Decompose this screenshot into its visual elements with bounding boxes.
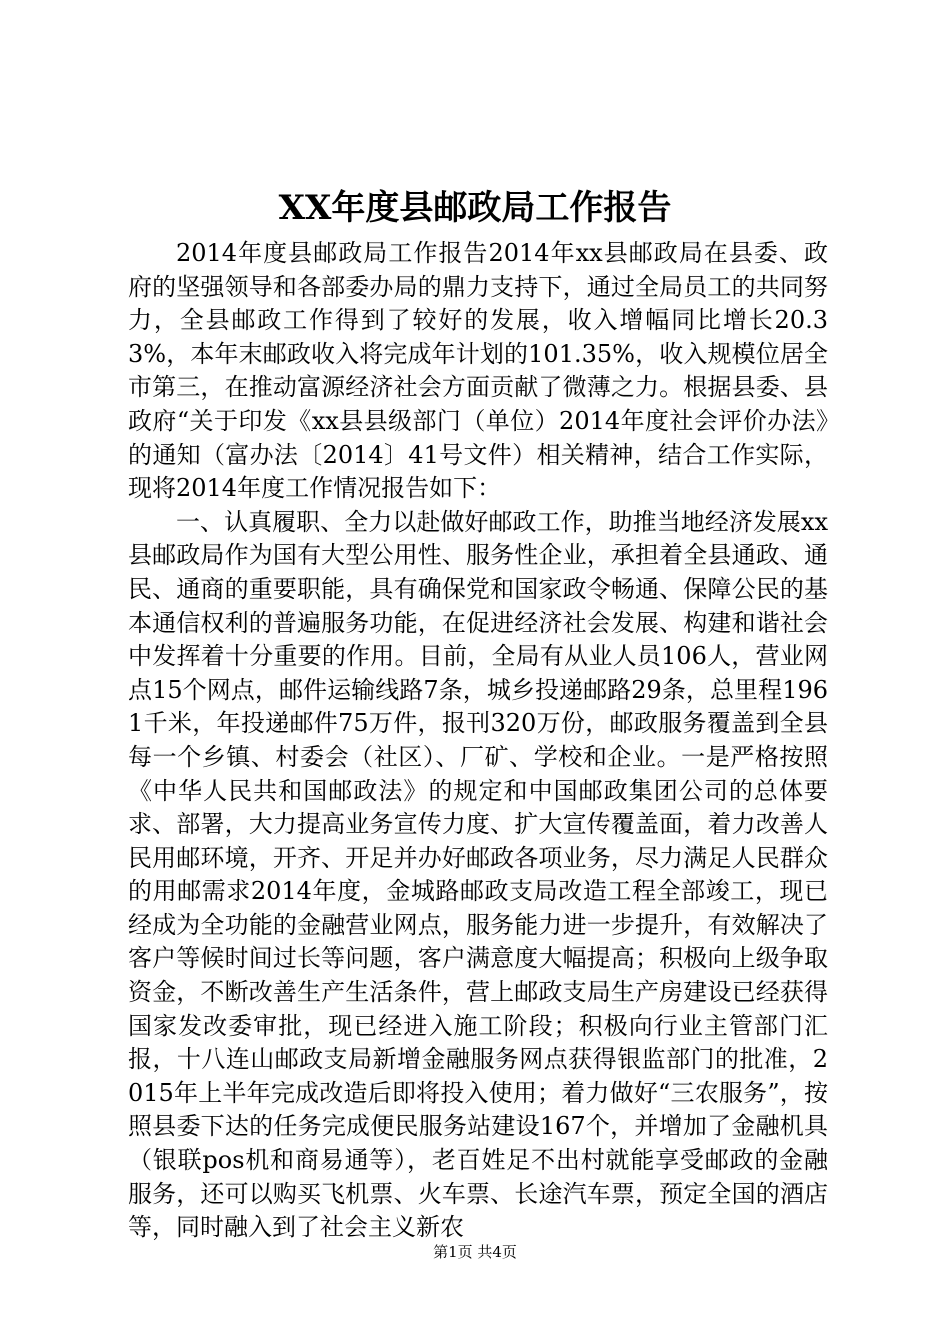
document-title: XX年度县邮政局工作报告 <box>278 188 672 228</box>
paragraph-intro: 2014年度县邮政局工作报告2014年xx县邮政局在县委、政府的坚强领导和各部委办局的鼎力支持下，通过全局员工的共同努力，全县邮政工作得到了较好的发展，收入增幅同比增长20.33%，本年末邮政收入将完成年计划的101.35%，收入规模位居全市第三，在推动富源经济社会方面贡献了微薄之力。根据县委、县政府“关于印发《xx县县级部门（单位）2014年度社会评价办法》的通知（富办法〔2014〕41号文件）相关精神，结合工作实际，现将2014年度工作情况报告如下： <box>128 239 828 503</box>
paragraph-section-one: 一、认真履职、全力以赴做好邮政工作，助推当地经济发展xx县邮政局作为国有大型公用性、服务性企业，承担着全县通政、通民、通商的重要职能，具有确保党和国家政令畅通、保障公民的基本通信权利的普遍服务功能，在促进经济社会发展、构建和谐社会中发挥着十分重要的作用。目前，全局有从业人员106人，营业网点15个网点，邮件运输线路7条，城乡投递邮路29条，总里程1961千米，年投递邮件75万件，报刊320万份，邮政服务覆盖到全县每一个乡镇、村委会（社区）、厂矿、学校和企业。一是严格按照《中华人民共和国邮政法》的规定和中国邮政集团公司的总体要求、部署，大力提高业务宣传力度、扩大宣传覆盖面，着力改善人民用邮环境，开齐、开足并办好邮政各项业务，尽力满足人民群众的用邮需求2014年度，金城路邮政支局改造工程全部竣工，现已经成为全功能的金融营业网点，服务能力进一步提升，有效解决了客户等候时间过长等问题，客户满意度大幅提高；积极向上级争取资金，不断改善生产生活条件，营上邮政支局生产房建设已经获得国家发改委审批，现已经进入施工阶段；积极向行业主管部门汇报，十八连山邮政支局新增金融服务网点获得银监部门的批准，2015年上半年完成改造后即将投入使用；着力做好“三农服务”，按照县委下达的任务完成便民服务站建设167个，并增加了金融机具（银联pos机和商易通等），老百姓足不出村就能享受邮政的金融服务，还可以购买飞机票、火车票、长途汽车票，预定全国的酒店等，同时融入到了社会主义新农 <box>128 507 828 1242</box>
document-body <box>128 237 828 1245</box>
page-number-footer: 第1页 共4页 <box>433 1243 517 1261</box>
